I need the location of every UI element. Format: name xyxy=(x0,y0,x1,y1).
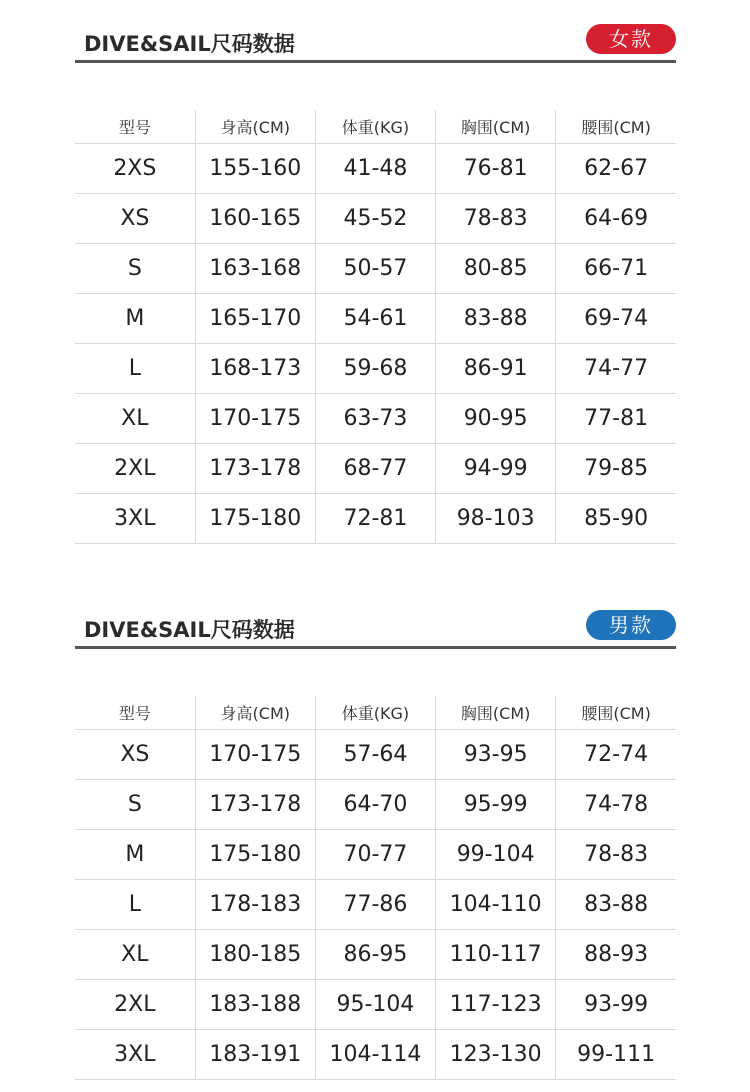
table-row xyxy=(75,1030,676,1080)
table-row xyxy=(75,780,676,830)
cell-height: 178-183 xyxy=(195,880,315,930)
cell-height: 183-188 xyxy=(195,980,315,1030)
cell-size: M xyxy=(75,830,195,880)
table-row xyxy=(75,194,676,244)
cell-weight: 86-95 xyxy=(315,930,435,980)
cell-waist: 99-111 xyxy=(556,1030,676,1080)
cell-size: 2XL xyxy=(75,444,195,494)
cell-waist: 64-69 xyxy=(556,194,676,244)
women-size-table xyxy=(75,110,676,544)
cell-weight: 59-68 xyxy=(315,344,435,394)
women-badge: 女款 xyxy=(586,24,676,54)
cell-chest: 93-95 xyxy=(436,730,556,780)
cell-weight: 50-57 xyxy=(315,244,435,294)
cell-waist: 69-74 xyxy=(556,294,676,344)
cell-weight: 77-86 xyxy=(315,880,435,930)
table-row xyxy=(75,730,676,780)
table-row xyxy=(75,244,676,294)
header-cell-height: 身高(CM) xyxy=(195,696,315,730)
cell-waist: 85-90 xyxy=(556,494,676,544)
cell-chest: 94-99 xyxy=(436,444,556,494)
cell-waist: 93-99 xyxy=(556,980,676,1030)
cell-waist: 66-71 xyxy=(556,244,676,294)
table-row xyxy=(75,294,676,344)
cell-chest: 98-103 xyxy=(436,494,556,544)
header-cell-waist: 腰围(CM) xyxy=(556,110,676,144)
table-row xyxy=(75,494,676,544)
table-row xyxy=(75,394,676,444)
cell-chest: 123-130 xyxy=(436,1030,556,1080)
header-cell-height: 身高(CM) xyxy=(195,110,315,144)
men-size-table xyxy=(75,696,676,1080)
cell-waist: 83-88 xyxy=(556,880,676,930)
cell-weight: 104-114 xyxy=(315,1030,435,1080)
cell-size: 2XS xyxy=(75,144,195,194)
cell-chest: 86-91 xyxy=(436,344,556,394)
cell-waist: 74-78 xyxy=(556,780,676,830)
cell-height: 168-173 xyxy=(195,344,315,394)
table-row xyxy=(75,444,676,494)
cell-weight: 64-70 xyxy=(315,780,435,830)
cell-weight: 54-61 xyxy=(315,294,435,344)
cell-chest: 80-85 xyxy=(436,244,556,294)
women-size-section xyxy=(75,22,676,531)
cell-size: 3XL xyxy=(75,1030,195,1080)
cell-weight: 72-81 xyxy=(315,494,435,544)
header-cell-weight: 体重(KG) xyxy=(315,696,435,730)
header-cell-model: 型号 xyxy=(75,696,195,730)
cell-weight: 45-52 xyxy=(315,194,435,244)
table-row xyxy=(75,144,676,194)
cell-height: 180-185 xyxy=(195,930,315,980)
cell-size: 3XL xyxy=(75,494,195,544)
cell-chest: 83-88 xyxy=(436,294,556,344)
cell-chest: 99-104 xyxy=(436,830,556,880)
women-brand-title: DIVE&SAIL尺码数据 xyxy=(84,32,295,56)
cell-size: L xyxy=(75,344,195,394)
header-cell-weight: 体重(KG) xyxy=(315,110,435,144)
cell-size: S xyxy=(75,780,195,830)
men-badge: 男款 xyxy=(586,610,676,640)
header-cell-waist: 腰围(CM) xyxy=(556,696,676,730)
cell-height: 170-175 xyxy=(195,730,315,780)
table-header-row xyxy=(75,110,676,144)
cell-waist: 78-83 xyxy=(556,830,676,880)
cell-waist: 88-93 xyxy=(556,930,676,980)
cell-size: XL xyxy=(75,394,195,444)
table-row xyxy=(75,830,676,880)
cell-chest: 76-81 xyxy=(436,144,556,194)
men-size-section xyxy=(75,608,676,1067)
cell-height: 160-165 xyxy=(195,194,315,244)
cell-size: XS xyxy=(75,730,195,780)
cell-size: XS xyxy=(75,194,195,244)
header-cell-chest: 胸围(CM) xyxy=(436,110,556,144)
table-row xyxy=(75,980,676,1030)
cell-height: 175-180 xyxy=(195,494,315,544)
cell-height: 155-160 xyxy=(195,144,315,194)
cell-weight: 95-104 xyxy=(315,980,435,1030)
women-section-header xyxy=(75,22,676,63)
cell-height: 173-178 xyxy=(195,444,315,494)
cell-size: L xyxy=(75,880,195,930)
cell-weight: 41-48 xyxy=(315,144,435,194)
cell-height: 165-170 xyxy=(195,294,315,344)
cell-height: 183-191 xyxy=(195,1030,315,1080)
cell-waist: 62-67 xyxy=(556,144,676,194)
men-brand-title: DIVE&SAIL尺码数据 xyxy=(84,618,295,642)
cell-waist: 79-85 xyxy=(556,444,676,494)
table-row xyxy=(75,344,676,394)
cell-size: S xyxy=(75,244,195,294)
cell-height: 173-178 xyxy=(195,780,315,830)
men-section-header xyxy=(75,608,676,649)
cell-chest: 117-123 xyxy=(436,980,556,1030)
cell-weight: 63-73 xyxy=(315,394,435,444)
cell-height: 163-168 xyxy=(195,244,315,294)
cell-weight: 68-77 xyxy=(315,444,435,494)
table-row xyxy=(75,880,676,930)
cell-size: 2XL xyxy=(75,980,195,1030)
cell-waist: 77-81 xyxy=(556,394,676,444)
cell-weight: 57-64 xyxy=(315,730,435,780)
table-header-row xyxy=(75,696,676,730)
cell-waist: 72-74 xyxy=(556,730,676,780)
cell-chest: 90-95 xyxy=(436,394,556,444)
cell-weight: 70-77 xyxy=(315,830,435,880)
cell-chest: 95-99 xyxy=(436,780,556,830)
cell-size: M xyxy=(75,294,195,344)
table-row xyxy=(75,930,676,980)
cell-chest: 104-110 xyxy=(436,880,556,930)
cell-chest: 110-117 xyxy=(436,930,556,980)
header-cell-chest: 胸围(CM) xyxy=(436,696,556,730)
cell-waist: 74-77 xyxy=(556,344,676,394)
cell-size: XL xyxy=(75,930,195,980)
cell-height: 175-180 xyxy=(195,830,315,880)
cell-chest: 78-83 xyxy=(436,194,556,244)
header-cell-model: 型号 xyxy=(75,110,195,144)
cell-height: 170-175 xyxy=(195,394,315,444)
